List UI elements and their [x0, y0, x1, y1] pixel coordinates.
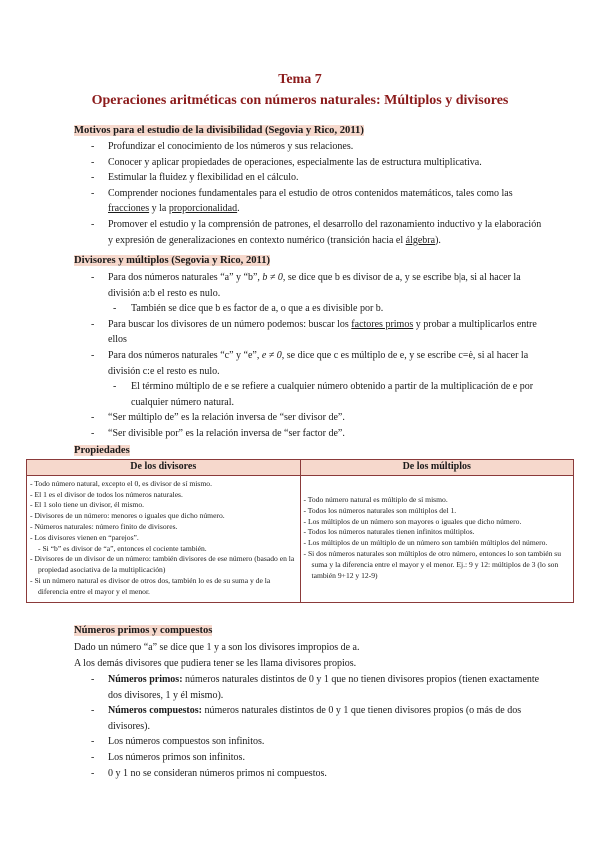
list-item: - Profundizar el conocimiento de los números y sus relaciones.: [91, 139, 543, 155]
property-item: - Números naturales: número finito de divisores.: [30, 521, 178, 531]
property-item: - Todos los números naturales tienen infinitos múltiplos.: [303, 527, 475, 537]
property-item: - Si dos números naturales son múltiplos de otro número, entonces lo son también su suma y la diferencia entre el mayor y el menor. Ej.: 9 y 12: múltiplos de 3 (lo son también 9+12 y 12-9): [303, 548, 562, 580]
topic-title: Operaciones aritméticas con números naturales: Múltiplos y divisores: [91, 93, 509, 108]
list-item: - Para buscar los divisores de un número podemos: buscar los factores primos y probar a multiplicarlos entre ellos: [91, 317, 543, 348]
section-heading-divisores: Divisores y múltiplos (Segovia y Rico, 2011): [74, 255, 271, 266]
list-item: - Promover el estudio y la comprensión de patrones, el desarrollo del razonamiento inductivo y la elaboración y expresión de generalizaciones en contexto numérico (transición hacia el álgebra).: [91, 217, 543, 248]
property-item: - Divisores de un número: menores o iguales que dicho número.: [30, 511, 225, 521]
property-item: - Los divisores vienen en “parejos”.: [30, 532, 139, 542]
list-item: - “Ser divisible por” es la relación inversa de “ser factor de”.: [91, 426, 543, 442]
list-item: - Para dos números naturales “a” y “b”, b ≠ 0, se dice que b es divisor de a, y se escribe b|a, si al hacer la división a:b el resto es nulo.: [91, 270, 543, 301]
list-item: - “Ser múltiplo de” es la relación inversa de “ser divisor de”.: [91, 410, 543, 426]
link-proporcionalidad[interactable]: proporcionalidad: [168, 203, 238, 215]
section-heading-propiedades: Propiedades: [74, 445, 130, 456]
list-item: - Estimular la fluidez y flexibilidad en el cálculo.: [91, 170, 543, 186]
list-item: - Comprender nociones fundamentales para el estudio de otros contenidos matemáticos, tales como las fracciones y la proporcionalidad.: [91, 186, 543, 217]
section-heading-primos: Números primos y compuestos: [74, 625, 213, 636]
paragraph: Dado un número “a” se dice que 1 y a son los divisores impropios de a.: [74, 642, 360, 653]
link-algebra[interactable]: álgebra: [405, 234, 436, 246]
property-item: - Si un número natural es divisor de otros dos, también lo es de su suma y de la diferencia entre el mayor y el menor.: [30, 575, 271, 596]
property-subitem: - Si “b” es divisor de “a”, entonces el cociente también.: [38, 543, 207, 553]
property-item: - Todo número natural, excepto el 0, es divisor de sí mismo.: [30, 478, 212, 488]
list-item: - Los números compuestos son infinitos.: [91, 734, 543, 750]
topic-number: Tema 7: [278, 72, 322, 87]
divisores-list: [91, 270, 543, 442]
motivos-list: [91, 139, 543, 248]
divisores-cell: [27, 475, 301, 602]
property-item: - Todo número natural es múltiplo de sí mismo.: [303, 494, 448, 504]
property-item: - El 1 es el divisor de todos los números naturales.: [30, 489, 183, 499]
paragraph: A los demás divisores que pudiera tener se les llama divisores propios.: [74, 658, 357, 669]
list-item: - Para dos números naturales “c” y “e”, e ≠ 0, se dice que c es múltiplo de e, y se escribe c=ė, si al hacer la división c:e el resto es nulo.: [91, 348, 543, 379]
multiplos-cell: [300, 475, 574, 602]
property-item: - Divisores de un divisor de un número: también divisores de ese número (basado en la propiedad asociativa de la multiplicación): [30, 554, 295, 575]
column-header-multiplos: De los múltiplos: [300, 460, 574, 476]
property-item: - Los múltiplos de un múltiplo de un número son también múltiplos del número.: [303, 538, 548, 548]
list-item: - Los números primos son infinitos.: [91, 750, 543, 766]
list-item: - Conocer y aplicar propiedades de operaciones, especialmente las de estructura multiplicativa.: [91, 155, 543, 171]
list-item: - 0 y 1 no se consideran números primos ni compuestos.: [91, 766, 543, 782]
list-item: - Números primos: números naturales distintos de 0 y 1 que no tienen divisores propios (tienen exactamente dos divisores, 1 y él mismo).: [91, 672, 543, 703]
list-subitem: - El término múltiplo de e se refiere a cualquier número obtenido a partir de la multiplicación de e por cualquier número natural.: [91, 379, 543, 410]
property-item: - Los múltiplos de un número son mayores o iguales que dicho número.: [303, 516, 522, 526]
link-factores-primos[interactable]: factores primos: [351, 318, 414, 330]
property-item: - Todos los números naturales son múltiplos del 1.: [303, 505, 457, 515]
list-item: - Números compuestos: números naturales distintos de 0 y 1 que tienen divisores propios (o más de dos divisores).: [91, 703, 543, 734]
link-fracciones[interactable]: fracciones: [108, 203, 150, 215]
primos-list: [91, 672, 543, 781]
column-header-divisores: De los divisores: [27, 460, 301, 476]
list-subitem: - También se dice que b es factor de a, o que a es divisible por b.: [91, 301, 543, 317]
propiedades-table: [26, 459, 574, 603]
property-item: - El 1 solo tiene un divisor, él mismo.: [30, 500, 145, 510]
section-heading-motivos: Motivos para el estudio de la divisibilidad (Segovia y Rico, 2011): [74, 125, 364, 136]
